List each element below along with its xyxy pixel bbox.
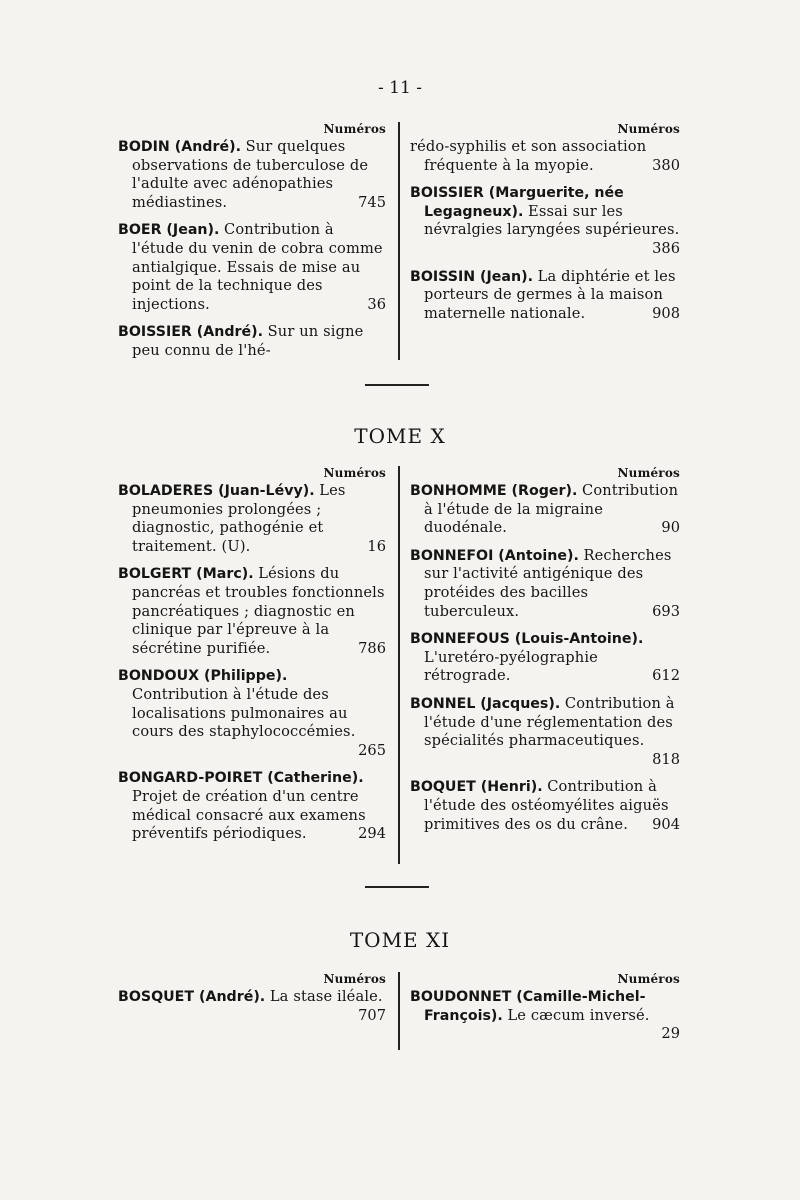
entry-author: BOISSIER (Marguerite, née Legagneux).: [410, 185, 624, 220]
entry-author: BOQUET (Henri).: [410, 779, 543, 796]
index-entry: [118, 565, 386, 658]
entry-title: La stase iléale.: [269, 988, 383, 1005]
entry-number: 745: [358, 193, 386, 211]
entry-number: 294: [358, 825, 386, 843]
entry-author: BOUDONNET (Camille-Michel-François).: [410, 989, 646, 1024]
section-tome-x: [112, 466, 688, 866]
entry-number: 16: [367, 537, 386, 555]
section-tome-xi: [112, 972, 688, 1052]
entry-author: BONNEL (Jacques).: [410, 695, 561, 712]
entry-author: BONDOUX (Philippe).: [118, 668, 288, 685]
left-column: [118, 466, 386, 853]
entry-title: Sur un signe peu connu de l'hé-: [132, 323, 364, 359]
index-entry: [118, 988, 386, 1025]
entry-author: BOER (Jean).: [118, 222, 220, 239]
entry-number: 265: [358, 741, 386, 759]
section-rule: [365, 886, 429, 888]
right-column: [410, 972, 680, 1053]
index-entry: [118, 221, 386, 314]
entry-author: BONGARD-POIRET (Catherine).: [118, 770, 364, 787]
entry-title: Contribution à l'étude des ostéomyélites aiguës primitives des os du crâne.: [424, 778, 669, 833]
right-column: [410, 122, 680, 332]
column-divider: [398, 122, 400, 360]
entry-title: rédo-syphilis et son association fréquente à la myopie.: [410, 138, 647, 174]
index-entry: [410, 778, 680, 834]
tome-xi-heading: TOME XI: [349, 928, 451, 952]
numeros-header: Numéros: [617, 466, 680, 480]
entry-number: 707: [358, 1006, 386, 1024]
entry-number: 904: [652, 815, 680, 833]
entry-number: 90: [661, 519, 680, 537]
entry-number: 29: [661, 1025, 680, 1043]
right-column: [410, 466, 680, 843]
entry-title: Contribution à l'étude des localisations pulmonaires au cours des staphylococcémies.: [132, 685, 356, 741]
entry-title: L'uretéro-pyélographie rétrograde.: [424, 648, 598, 685]
entry-title: Sur quelques observations de tuberculose de l'adulte avec adénopathies médiastines.: [132, 138, 369, 211]
entry-author: BODIN (André).: [118, 139, 241, 155]
numeros-header: Numéros: [617, 122, 680, 136]
numeros-header: Numéros: [323, 466, 386, 480]
entry-author: BOLGERT (Marc).: [118, 566, 254, 583]
entry-author: BONNEFOUS (Louis-Antoine).: [410, 631, 644, 648]
numeros-header: Numéros: [617, 972, 680, 986]
tome-x-heading: TOME X: [354, 424, 446, 448]
column-divider: [398, 466, 400, 864]
index-entry: [118, 482, 386, 556]
index-entry: [410, 138, 680, 175]
entry-title: Contribution à l'étude du venin de cobra comme antialgique. Essais de mise au point de la technique des injections.: [132, 221, 383, 313]
index-entry: [118, 138, 386, 212]
entry-number: 693: [652, 602, 680, 620]
index-entry: [410, 547, 680, 621]
index-entry: [410, 482, 680, 538]
entry-author: BONNEFOI (Antoine).: [410, 547, 579, 564]
left-column: [118, 972, 386, 1034]
entry-title: Contribution à l'étude de la migraine duodénale.: [424, 482, 679, 537]
numeros-header: Numéros: [323, 122, 386, 136]
entry-title: Contribution à l'étude d'une réglementation des spécialités pharmaceutiques.: [424, 694, 675, 750]
entry-number: 908: [652, 304, 680, 322]
left-column: [118, 122, 386, 370]
entry-author: BOLADERES (Juan-Lévy).: [118, 483, 315, 499]
index-entry: [410, 268, 680, 324]
entry-title: Essai sur les névralgies laryngées supérieures.: [424, 202, 680, 239]
section-continuation: [112, 122, 688, 362]
index-entry: [410, 630, 680, 686]
index-entry: [118, 667, 386, 760]
numeros-header: Numéros: [323, 972, 386, 986]
entry-number: 818: [652, 750, 680, 768]
entry-author: BOISSIER (André).: [118, 324, 263, 341]
entry-title: Le cæcum inversé.: [507, 1006, 650, 1024]
entry-title: Lésions du pancréas et troubles fonctionnels pancréatiques ; diagnostic en clinique par l'épreuve à la sécrétine purifiée.: [132, 565, 385, 657]
index-entry: [410, 695, 680, 769]
entry-author: BOSQUET (André).: [118, 989, 266, 1005]
entry-author: BONHOMME (Roger).: [410, 483, 578, 499]
column-divider: [398, 972, 400, 1050]
entry-title: Les pneumonies prolongées ; diagnostic, pathogénie et traitement. (U).: [132, 482, 346, 555]
page-number: - 11 -: [378, 78, 422, 98]
entry-title: Projet de création d'un centre médical consacré aux examens préventifs périodiques.: [132, 787, 366, 843]
entry-author: BOISSIN (Jean).: [410, 268, 533, 285]
entry-number: 386: [652, 239, 680, 257]
section-rule: [365, 384, 429, 386]
entry-title: La diphtérie et les porteurs de germes à la maison maternelle nationale.: [424, 267, 676, 322]
entry-title: Recherches sur l'activité antigénique des protéides des bacilles tuberculeux.: [424, 546, 672, 620]
entry-number: 786: [358, 639, 386, 657]
index-entry: [118, 323, 386, 360]
entry-number: 612: [652, 667, 680, 685]
index-entry: [410, 184, 680, 258]
index-entry: [118, 769, 386, 843]
entry-number: 36: [367, 295, 386, 313]
entry-number: 380: [652, 156, 680, 174]
index-entry: [410, 988, 680, 1044]
